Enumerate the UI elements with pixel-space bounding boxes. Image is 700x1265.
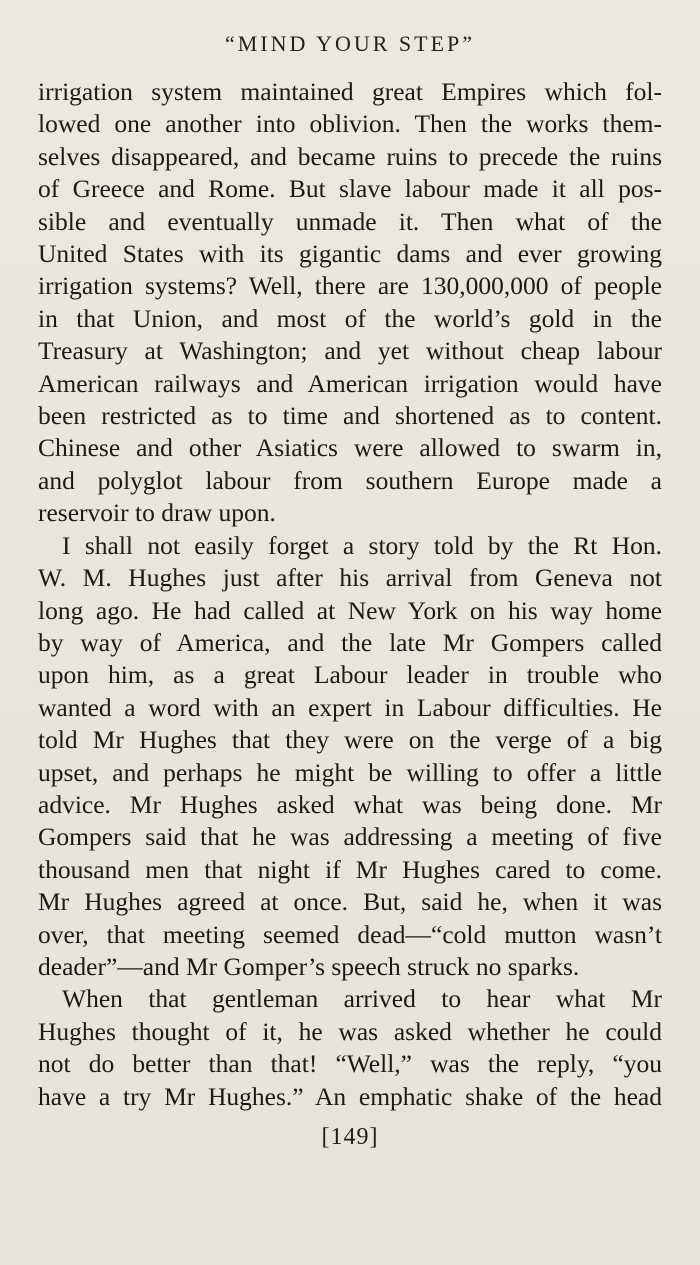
running-head: “MIND YOUR STEP” [224, 31, 476, 56]
text-line: have a try Mr Hughes.” An emphatic shake of the head [38, 1081, 662, 1111]
text-line: When that gentleman arrived to hear what Mr [62, 984, 662, 1014]
text-line: and polyglot labour from southern Europe made a [38, 465, 662, 495]
text-line: American railways and American irrigation would have [38, 368, 662, 398]
text-line: Treasury at Washington; and yet without cheap labour [38, 336, 662, 366]
text-line: by way of America, and the late Mr Gompers called [38, 627, 662, 657]
paragraph-2 [38, 530, 662, 984]
text-line: Hughes thought of it, he was asked whether he could [38, 1016, 662, 1046]
text-line: irrigation systems? Well, there are 130,000,000 of people [38, 271, 662, 301]
text-line: reservoir to draw upon. [38, 498, 276, 528]
text-line: United States with its gigantic dams and ever growing [38, 239, 662, 269]
text-line: been restricted as to time and shortened as to content. [38, 401, 662, 431]
text-line: deader”—and Mr Gomper’s speech struck no sparks. [38, 951, 580, 981]
text-line: long ago. He had called at New York on his way home [38, 595, 662, 625]
text-line: told Mr Hughes that they were on the verge of a big [38, 725, 662, 755]
page-number: [149] [321, 1124, 379, 1150]
paragraph-1 [38, 76, 662, 530]
text-line: of Greece and Rome. But slave labour made it all pos- [38, 174, 662, 204]
text-line: Chinese and other Asiatics were allowed to swarm in, [38, 433, 662, 463]
text-line: lowed one another into oblivion. Then the works them- [38, 109, 662, 139]
text-line: in that Union, and most of the world’s gold in the [38, 303, 662, 333]
text-line: wanted a word with an expert in Labour difficulties. He [38, 692, 662, 722]
text-line: W. M. Hughes just after his arrival from Geneva not [38, 563, 662, 593]
text-line: Mr Hughes agreed at once. But, said he, when it was [38, 887, 662, 917]
text-line: selves disappeared, and became ruins to precede the ruins [38, 141, 662, 171]
text-line: upon him, as a great Labour leader in trouble who [38, 660, 662, 690]
text-line: I shall not easily forget a story told by the Rt Hon. [62, 530, 662, 560]
text-line: sible and eventually unmade it. Then what of the [38, 206, 662, 236]
text-line: irrigation system maintained great Empires which fol- [38, 77, 662, 106]
text-line: thousand men that night if Mr Hughes cared to come. [38, 854, 662, 884]
text-line: over, that meeting seemed dead—“cold mutton wasn’t [38, 919, 662, 949]
text-line: Gompers said that he was addressing a meeting of five [38, 822, 662, 852]
text-line: advice. Mr Hughes asked what was being done. Mr [38, 789, 662, 819]
paragraph-3 [38, 983, 662, 1113]
body-text [38, 76, 662, 1113]
text-line: upset, and perhaps he might be willing to offer a little [38, 757, 662, 787]
text-line: not do better than that! “Well,” was the reply, “you [38, 1049, 662, 1079]
